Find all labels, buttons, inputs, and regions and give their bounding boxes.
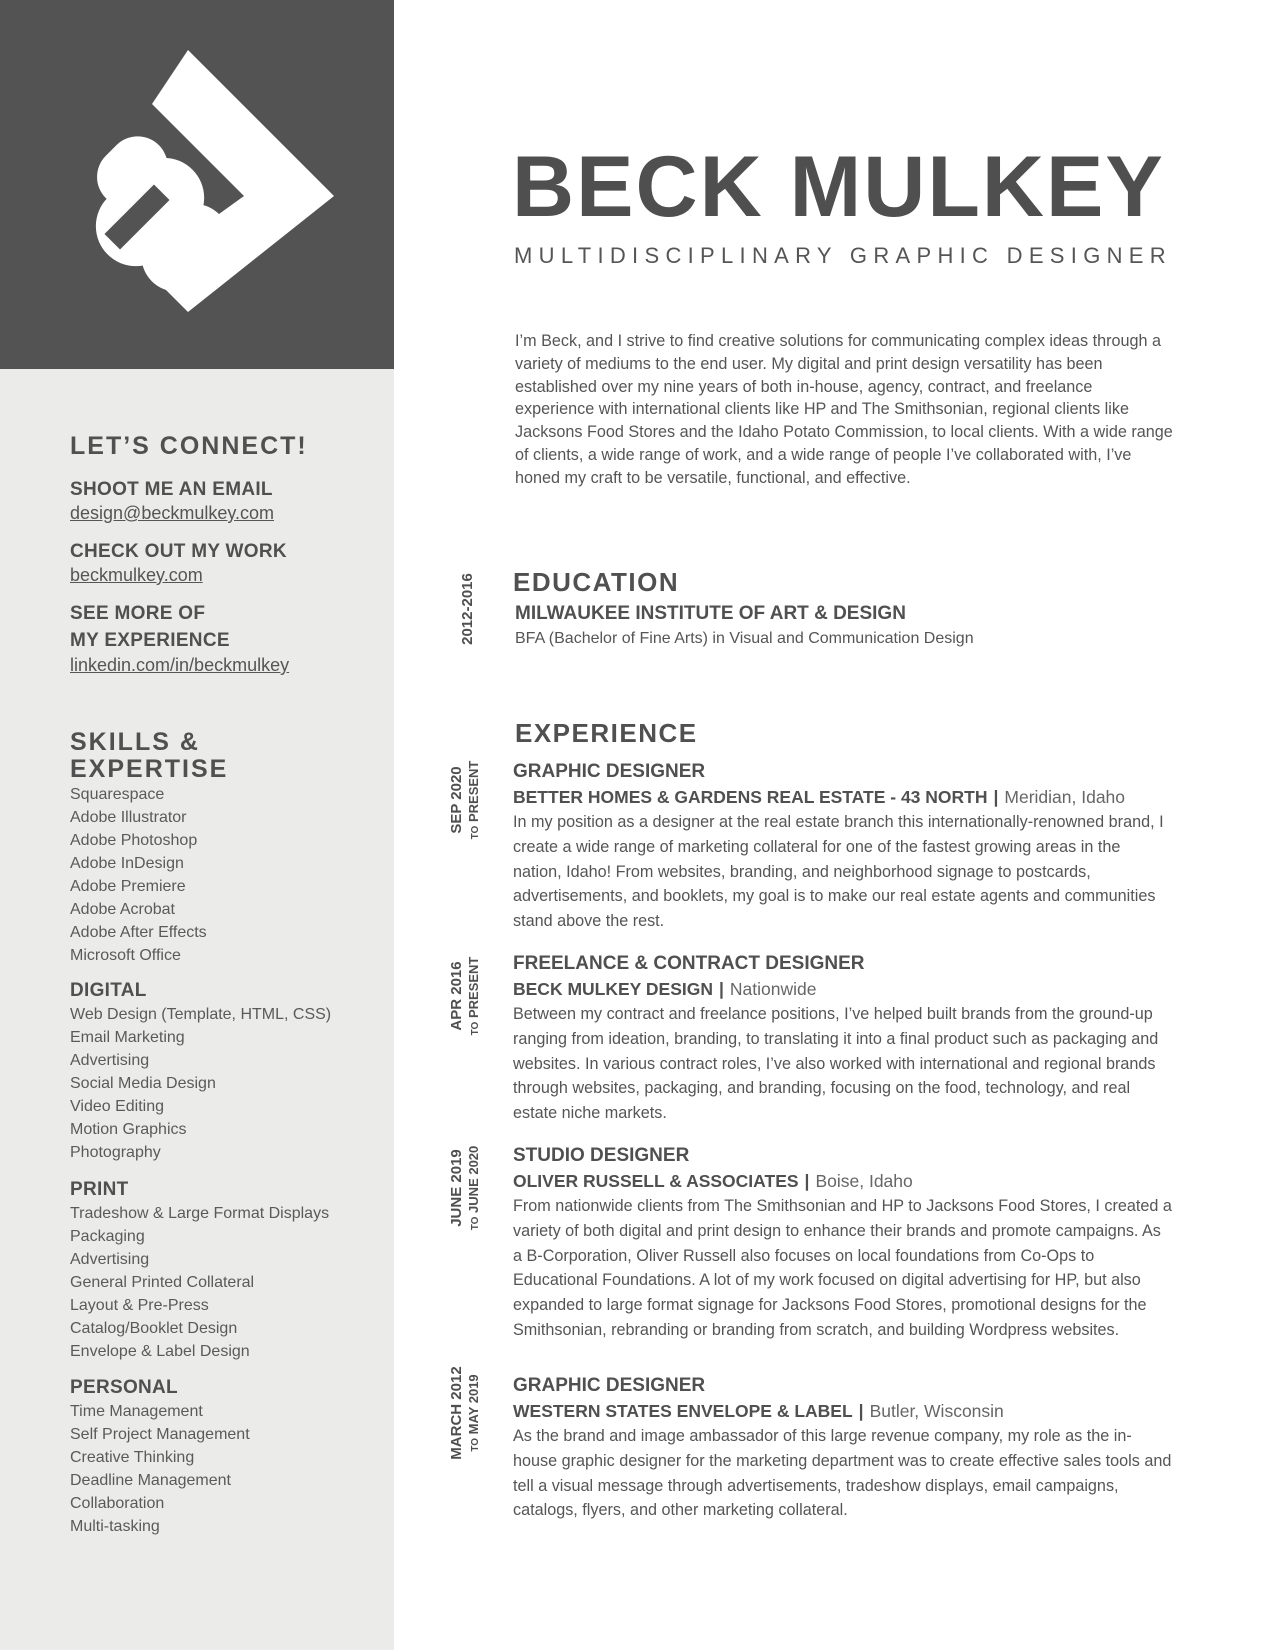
separator: | <box>718 979 724 999</box>
separator: | <box>804 1171 810 1191</box>
company-name: WESTERN STATES ENVELOPE & LABEL <box>513 1401 853 1421</box>
job-entry <box>513 952 1173 1126</box>
skill-item: Squarespace <box>70 786 165 803</box>
job-description: Between my contract and freelance positions, I’ve helped built brands from the ground-up ranging from ideation, branding, to translating it into a final product such as packaging and websites. In various contract roles, I’ve also worked with international and regional brands through websites, packaging, and branding, focusing on the food, technology, and real estate niche markets. <box>513 1005 1159 1123</box>
date-start: SEP 2020 <box>448 766 465 834</box>
education-heading: EDUCATION <box>513 567 680 597</box>
date-end: JUNE 2020 <box>466 1145 481 1213</box>
date-start: APR 2016 <box>448 961 465 1031</box>
job-company-line <box>513 784 1173 810</box>
job-company-line <box>513 1168 1173 1194</box>
separator: | <box>858 1401 864 1421</box>
date-end: PRESENT <box>466 760 481 823</box>
candidate-name: BECK MULKEY <box>512 139 1165 235</box>
skill-item: Motion Graphics <box>70 1121 187 1138</box>
skill-item: Adobe Illustrator <box>70 809 187 826</box>
date-end-line <box>466 1113 484 1263</box>
skill-item: Adobe InDesign <box>70 855 184 872</box>
skill-item: Packaging <box>70 1228 145 1245</box>
date-end-line <box>466 725 484 875</box>
job-entry <box>513 1144 1173 1343</box>
education-dates: 2012-2016 <box>459 573 476 645</box>
job-dates <box>448 1338 484 1488</box>
intro-paragraph: I’m Beck, and I strive to find creative solutions for communicating complex ideas through a variety of mediums to the end user. My digital and print design versatility has been established over my nine years of both in-house, agency, contract, and freelance experience with international clients like HP and The Smithsonian, regional clients like Jacksons Food Stores and the Idaho Potato Commission, to local clients. With a wide range of clients, a wide range of work, and a wide range of people I’ve collaborated with, I’ve honed my craft to be versatile, functional, and effective. <box>515 332 1173 487</box>
job-dates <box>448 1113 484 1263</box>
skill-item: Adobe Premiere <box>70 878 186 895</box>
sidebar <box>0 0 394 1650</box>
email-link[interactable]: design@beckmulkey.com <box>70 503 275 523</box>
skill-item: Adobe Photoshop <box>70 832 198 849</box>
skill-item: Creative Thinking <box>70 1449 195 1466</box>
experience-heading: EXPERIENCE <box>515 718 698 748</box>
date-end: PRESENT <box>466 956 481 1019</box>
job-location: Boise, Idaho <box>815 1171 913 1191</box>
website-link[interactable]: beckmulkey.com <box>70 565 203 585</box>
skill-item: Time Management <box>70 1403 203 1420</box>
job-description: As the brand and image ambassador of this large revenue company, my role as the in-house graphic designer for the marketing department was to create effective sales tools and tell a visual message through advertisements, tradeshow displays, email campaigns, catalogs, flyers, and other marketing collateral. <box>513 1427 1172 1520</box>
skill-item: Advertising <box>70 1251 150 1268</box>
skills-heading-1: SKILLS & <box>70 728 200 756</box>
date-end: MAY 2019 <box>466 1374 481 1435</box>
print-skill-list <box>70 1202 329 1363</box>
skill-item: Catalog/Booklet Design <box>70 1320 238 1337</box>
date-to: TO <box>470 1437 481 1452</box>
skill-item: Photography <box>70 1144 161 1161</box>
degree: BFA (Bachelor of Fine Arts) in Visual and Communication Design <box>515 630 974 647</box>
job-location: Butler, Wisconsin <box>869 1401 1004 1421</box>
email-label: SHOOT ME AN EMAIL <box>70 479 273 500</box>
personal-heading: PERSONAL <box>70 1377 178 1398</box>
connect-heading: LET’S CONNECT! <box>70 432 308 460</box>
company-name: BETTER HOMES & GARDENS REAL ESTATE - 43 NORTH <box>513 787 988 807</box>
date-to: TO <box>470 1021 481 1036</box>
personal-skill-list <box>70 1400 250 1538</box>
job-title: GRAPHIC DESIGNER <box>513 1375 706 1396</box>
skill-item: Microsoft Office <box>70 947 181 964</box>
job-entry <box>513 1374 1173 1523</box>
skill-item: Collaboration <box>70 1495 165 1512</box>
date-start: MARCH 2012 <box>448 1366 465 1460</box>
job-title: GRAPHIC DESIGNER <box>513 761 706 782</box>
date-end-line <box>466 921 484 1071</box>
job-company-line <box>513 1398 1173 1424</box>
job-title: STUDIO DESIGNER <box>513 1145 690 1166</box>
skill-item: Advertising <box>70 1052 150 1069</box>
skill-item: Deadline Management <box>70 1472 231 1489</box>
skill-item: Video Editing <box>70 1098 164 1115</box>
logo-block <box>0 0 394 369</box>
job-company-line <box>513 976 1173 1002</box>
date-end-line <box>466 1338 484 1488</box>
skill-item: Adobe Acrobat <box>70 901 175 918</box>
experience-label-2: MY EXPERIENCE <box>70 630 230 651</box>
bm-monogram-logo <box>0 0 394 369</box>
separator: | <box>993 787 999 807</box>
job-description: In my position as a designer at the real estate branch this internationally-renowned brand, I create a wide range of marketing collateral for one of the fastest growing areas in the nation, Idaho! From websites, branding, and neighborhood signage to postcards, advertisements, and booklets, my goal is to make our real estate agents and communities stand above the rest. <box>513 813 1164 931</box>
skill-item: Adobe After Effects <box>70 924 207 941</box>
job-description: From nationwide clients from The Smithsonian and HP to Jacksons Food Stores, I created a variety of both digital and print design to enhance their brands and promote campaigns. As a B-Corporation, Oliver Russell also focuses on local foundations from Co-Ops to Educational Foundations. A lot of my work focused on digital advertising for HP, but also expanded to large format signage for Jacksons Food Stores, promotional designs for the Smithsonian, rebranding or branding from scratch, and building Wordpress websites. <box>513 1197 1172 1339</box>
job-location: Nationwide <box>729 979 817 999</box>
skill-item: Tradeshow & Large Format Displays <box>70 1205 330 1222</box>
skills-heading-2: EXPERTISE <box>70 755 229 783</box>
date-to: TO <box>470 825 481 840</box>
company-name: BECK MULKEY DESIGN <box>513 979 713 999</box>
skill-item: Email Marketing <box>70 1029 185 1046</box>
skill-item: Web Design (Template, HTML, CSS) <box>70 1006 332 1023</box>
skill-item: Layout & Pre-Press <box>70 1297 209 1314</box>
print-heading: PRINT <box>70 1179 129 1200</box>
skill-item: Multi-tasking <box>70 1518 160 1535</box>
skill-item: General Printed Collateral <box>70 1274 255 1291</box>
job-title: FREELANCE & CONTRACT DESIGNER <box>513 953 865 974</box>
job-entry <box>513 760 1173 934</box>
skill-item: Self Project Management <box>70 1426 250 1443</box>
date-start: JUNE 2019 <box>448 1149 465 1227</box>
date-to: TO <box>470 1216 481 1231</box>
work-label: CHECK OUT MY WORK <box>70 541 287 562</box>
experience-label-1: SEE MORE OF <box>70 603 206 624</box>
job-dates <box>448 725 484 875</box>
school-name: MILWAUKEE INSTITUTE OF ART & DESIGN <box>515 603 906 624</box>
digital-skill-list <box>70 1003 331 1164</box>
job-dates <box>448 921 484 1071</box>
tagline: MULTIDISCIPLINARY GRAPHIC DESIGNER <box>514 243 1172 268</box>
company-name: OLIVER RUSSELL & ASSOCIATES <box>513 1171 799 1191</box>
digital-heading: DIGITAL <box>70 980 147 1001</box>
skill-item: Envelope & Label Design <box>70 1343 250 1360</box>
job-location: Meridian, Idaho <box>1004 787 1126 807</box>
software-skill-list <box>70 783 207 967</box>
skill-item: Social Media Design <box>70 1075 216 1092</box>
linkedin-link[interactable]: linkedin.com/in/beckmulkey <box>70 655 290 675</box>
